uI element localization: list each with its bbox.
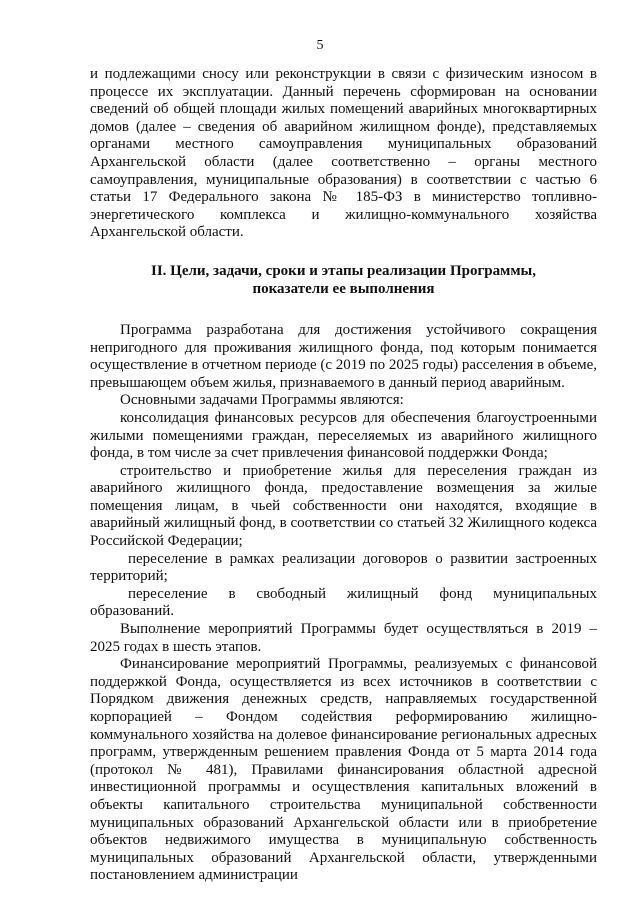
tasks-intro-paragraph: Основными задачами Программы являются:	[120, 392, 404, 409]
financing-paragraph: Финансирование мероприятий Программы, реализуемых с финансовой поддержкой Фонда, осуществляется из всех источников в соответствии с Порядком движения денежных средств, направляемых государственной корпорацией – Фондом содействия реформированию жилищно-коммунального хозяйства на долевое финансирование региональных адресных программ, утвержденным решением правления Фонда от 5 марта 2014 года (протокол № 481), Правилами финансирования областной адресной инвестиционной программы и осуществления капитальных вложений в объекты капитального строительства муниципальной собственности муниципальных образований Архангельской области или в приобретение объектов недвижимого имущества в муниципальную собственность муниципальных образований Архангельской области, утвержденными постановлением администрации	[90, 656, 597, 884]
task-item-construction: строительство и приобретение жилья для переселения граждан из аварийного жилищного фонда, предоставление возмещения за жилые помещения лицам, в чьей собственности они находятся, входящие в аварийный жилищный фонд, в соответствии со статьей 32 Жилищного кодекса Российской Федерации;	[90, 462, 597, 550]
timing-paragraph: Выполнение мероприятий Программы будет осуществляться в 2019 – 2025 годах в шесть этапов.	[90, 621, 597, 655]
page-content	[90, 66, 597, 885]
task-item-consolidation: консолидация финансовых ресурсов для обеспечения благоустроенными жилыми помещениями граждан, переселяемых из аварийного жилищного фонда, в том числе за счет привлечения финансовой поддержки Фонда;	[90, 409, 597, 462]
intro-paragraph: и подлежащими сносу или реконструкции в связи с физическим износом в процессе их эксплуатации. Данный перечень сформирован на основании сведений об общей площади жилых помещений аварийных многоквартирных домов (далее – сведения об аварийном жилищном фонде), представляемых органами местного самоуправления муниципальных образований Архангельской области (далее соответственно – органы местного самоуправления, муниципальные образования) в соответствии с частью 6 статьи 17 Федерального закона № 185-ФЗ в министерство топливно-энергетического комплекса и жилищно-коммунального хозяйства Архангельской области.	[90, 66, 597, 241]
section-heading-line-2: показатели ее выполнения	[252, 280, 435, 297]
page-number: 5	[316, 38, 324, 53]
task-item-free-housing: переселение в свободный жилищный фонд муниципальных образований.	[90, 585, 597, 620]
goal-paragraph: Программа разработана для достижения устойчивого сокращения непригодного для проживания жилищного фонда, под которым понимается осуществление в отчетном периоде (с 2019 по 2025 годы) расселения в объеме, превышающем объем жилья, признаваемого в данный период аварийным.	[90, 321, 597, 391]
section-heading	[90, 262, 597, 298]
section-heading-line-1: II. Цели, задачи, сроки и этапы реализации Программы,	[151, 262, 536, 279]
task-item-development-agreements: переселение в рамках реализации договоров о развитии застроенных территорий;	[90, 550, 597, 585]
